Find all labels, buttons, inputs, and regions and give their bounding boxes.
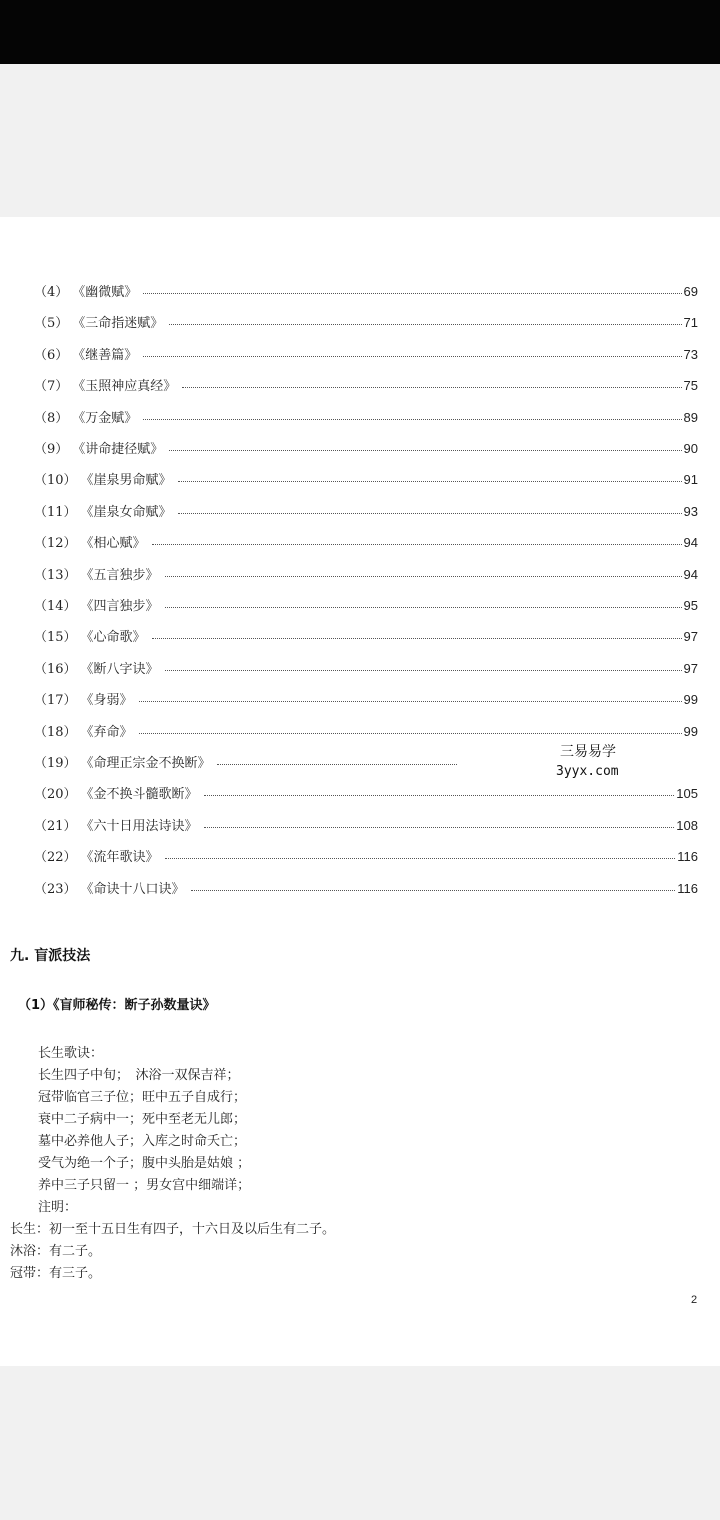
- toc-entry-page: 75: [683, 378, 698, 393]
- toc-entry-page: 108: [676, 818, 698, 833]
- toc-entry[interactable]: [34, 532, 698, 554]
- toc-entry-page: 94: [683, 567, 698, 582]
- toc-leader-dots: [217, 754, 457, 765]
- toc-leader-dots: [165, 566, 682, 577]
- toc-entry-number: （11）: [34, 505, 77, 520]
- toc-leader-dots: [178, 471, 682, 482]
- toc-entry-page: 116: [677, 881, 698, 896]
- toc-leader-dots: [165, 660, 682, 671]
- toc-entry-number: （13）: [34, 568, 77, 583]
- toc-entry-title: 《金不换斗髓歌断》: [80, 787, 198, 802]
- body-line: 墓中必养他人子；入库之时命夭亡；: [38, 1134, 247, 1149]
- body-line: 沐浴：有二子。: [10, 1244, 102, 1259]
- toc-entry-number: （22）: [34, 850, 77, 865]
- toc-entry-number: （10）: [34, 473, 77, 488]
- body-line: 冠带临官三子位；旺中五子自成行；: [38, 1090, 247, 1105]
- subsection-heading: （1）《盲师秘传：断子孙数量诀》: [18, 998, 216, 1013]
- toc-entry[interactable]: [34, 564, 698, 586]
- toc-entry-page: 97: [683, 629, 698, 644]
- toc-entry[interactable]: [34, 501, 698, 523]
- toc-leader-dots: [204, 785, 675, 796]
- toc-entry[interactable]: [34, 689, 698, 711]
- toc-leader-dots: [165, 597, 682, 608]
- toc-entry-page: 91: [683, 472, 698, 487]
- body-line: 长生：初一至十五日生有四子，十六日及以后生有二子。: [10, 1222, 336, 1237]
- toc-entry-page: 105: [676, 786, 698, 801]
- body-line: 冠带：有三子。: [10, 1266, 102, 1281]
- toc-entry-number: （14）: [34, 599, 77, 614]
- toc-entry-title: 《流年歌诀》: [80, 850, 159, 865]
- toc-entry-number: （4）: [34, 285, 69, 300]
- toc-entry-page: 69: [683, 284, 698, 299]
- toc-entry-number: （17）: [34, 693, 77, 708]
- toc-leader-dots: [191, 880, 676, 891]
- toc-entry-number: （5）: [34, 316, 69, 331]
- toc-entry-page: 94: [683, 535, 698, 550]
- toc-entry[interactable]: [34, 626, 698, 648]
- toc-leader-dots: [165, 848, 676, 859]
- toc-entry-page: 99: [683, 692, 698, 707]
- body-line: 注明：: [38, 1200, 78, 1215]
- toc-entry[interactable]: [34, 878, 698, 900]
- toc-leader-dots: [152, 628, 682, 639]
- toc-leader-dots: [204, 817, 675, 828]
- toc-entry-title: 《玉照神应真经》: [72, 379, 177, 394]
- body-line: 养中三子只留一 ；男女宫中细端详；: [38, 1178, 251, 1193]
- toc-leader-dots: [182, 377, 681, 388]
- toc-entry-number: （23）: [34, 882, 77, 897]
- toc-entry[interactable]: [34, 783, 698, 805]
- toc-entry-number: （12）: [34, 536, 77, 551]
- page-number: 2: [691, 1294, 698, 1306]
- toc-entry-number: （15）: [34, 630, 77, 645]
- body-line: 衰中二子病中一；死中至老无儿郎；: [38, 1112, 247, 1127]
- toc-entry[interactable]: [34, 407, 698, 429]
- toc-entry-page: 97: [683, 661, 698, 676]
- toc-entry-page: 71: [683, 315, 698, 330]
- toc-entry-page: 73: [683, 347, 698, 362]
- toc-entry-page: 99: [683, 724, 698, 739]
- toc-leader-dots: [143, 409, 681, 420]
- toc-entry-page: 116: [677, 849, 698, 864]
- toc-leader-dots: [139, 691, 682, 702]
- toc-leader-dots: [169, 314, 681, 325]
- toc-entry[interactable]: [34, 815, 698, 837]
- toc-entry-number: （9）: [34, 442, 69, 457]
- toc-entry-page: 89: [683, 410, 698, 425]
- top-bar: [0, 0, 720, 64]
- toc-entry-number: （20）: [34, 787, 77, 802]
- toc-leader-dots: [169, 440, 681, 451]
- body-line: 受气为绝一个子；腹中头胎是姑娘 ；: [38, 1156, 251, 1171]
- toc-entry[interactable]: [34, 344, 698, 366]
- toc-entry-title: 《命理正宗金不换断》: [80, 756, 211, 771]
- toc-entry[interactable]: [34, 281, 698, 303]
- body-line: 长生歌诀：: [38, 1046, 104, 1061]
- toc-entry-title: 《崖泉女命赋》: [80, 505, 172, 520]
- toc-entry-title: 《五言独步》: [80, 568, 159, 583]
- toc-entry-title: 《讲命捷径赋》: [72, 442, 164, 457]
- toc-leader-dots: [143, 283, 681, 294]
- toc-entry[interactable]: [34, 312, 698, 334]
- toc-entry[interactable]: [34, 721, 698, 743]
- toc-leader-dots: [139, 723, 682, 734]
- toc-entry-number: （7）: [34, 379, 69, 394]
- toc-entry[interactable]: [34, 438, 698, 460]
- toc-leader-dots: [152, 534, 682, 545]
- toc-entry-title: 《崖泉男命赋》: [80, 473, 172, 488]
- watermark-name: 三易易学: [560, 744, 616, 760]
- toc-entry-number: （16）: [34, 662, 77, 677]
- toc-entry-number: （21）: [34, 819, 77, 834]
- toc-entry-title: 《心命歌》: [80, 630, 146, 645]
- watermark-url: 3yyx.com: [556, 764, 619, 779]
- toc-entry-number: （8）: [34, 411, 69, 426]
- toc-entry-number: （6）: [34, 348, 69, 363]
- toc-entry[interactable]: [34, 469, 698, 491]
- toc-entry-page: 93: [683, 504, 698, 519]
- watermark: [556, 742, 670, 782]
- toc-leader-dots: [143, 346, 681, 357]
- toc-entry[interactable]: [34, 658, 698, 680]
- toc-entry-title: 《三命指迷赋》: [72, 316, 164, 331]
- toc-leader-dots: [178, 503, 682, 514]
- toc-entry-title: 《相心赋》: [80, 536, 146, 551]
- toc-entry[interactable]: [34, 846, 698, 868]
- body-line: 长生四子中旬； 沐浴一双保吉祥；: [38, 1068, 240, 1083]
- section-heading: 九. 盲派技法: [10, 948, 91, 964]
- toc-entry[interactable]: [34, 595, 698, 617]
- toc-entry-page: 95: [683, 598, 698, 613]
- toc-entry-title: 《弃命》: [80, 725, 133, 740]
- toc-entry-title: 《万金赋》: [72, 411, 138, 426]
- toc-entry-title: 《四言独步》: [80, 599, 159, 614]
- toc-entry-title: 《断八字诀》: [80, 662, 159, 677]
- toc-entry-title: 《命诀十八口诀》: [80, 882, 185, 897]
- toc-entry-page: 90: [683, 441, 698, 456]
- toc-entry-title: 《六十日用法诗诀》: [80, 819, 198, 834]
- toc-entry-title: 《幽微赋》: [72, 285, 138, 300]
- toc-entry-title: 《身弱》: [80, 693, 133, 708]
- toc-entry-number: （18）: [34, 725, 77, 740]
- toc-entry-number: （19）: [34, 756, 77, 771]
- toc-entry[interactable]: [34, 375, 698, 397]
- toc-entry-title: 《继善篇》: [72, 348, 138, 363]
